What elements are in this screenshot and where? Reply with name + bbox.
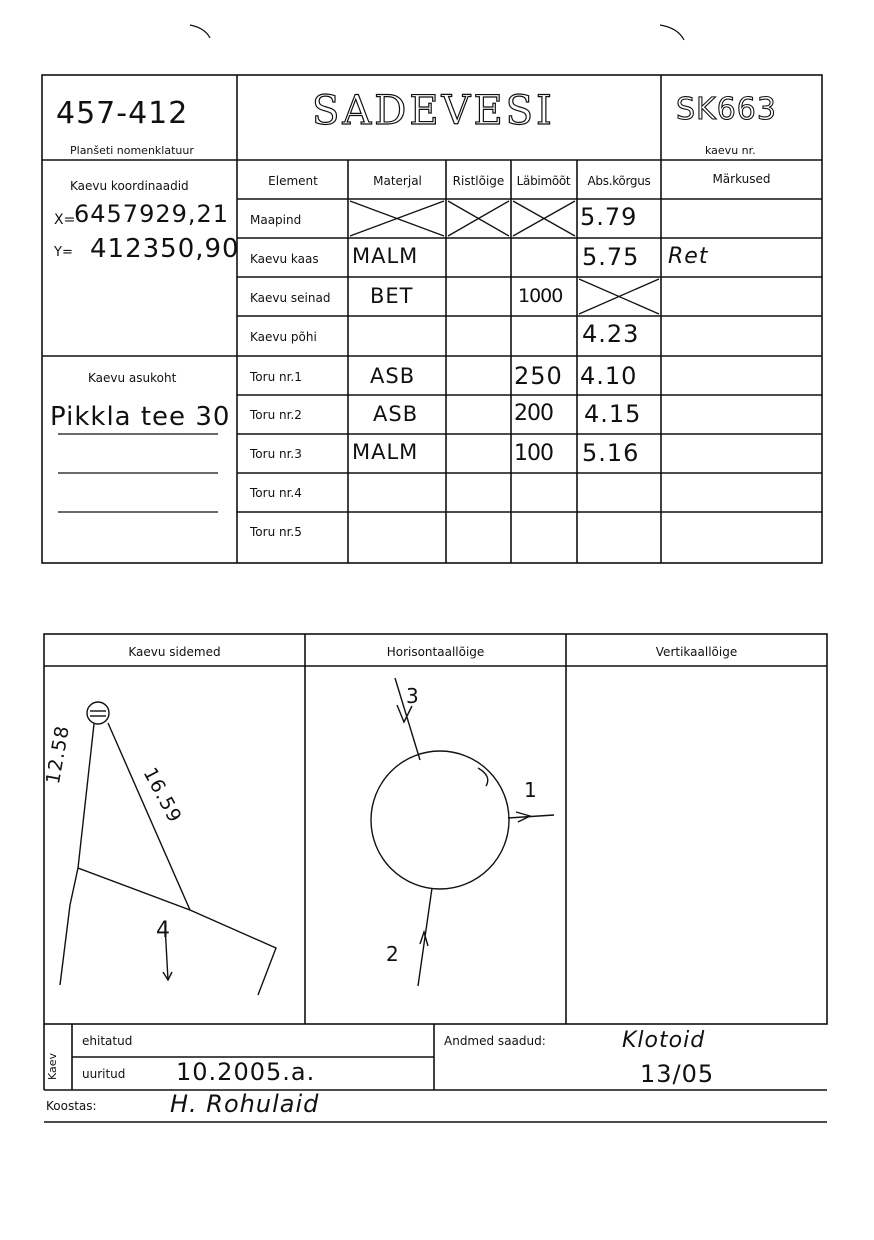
- panel-horizontal-title: Horisontaallõige: [386, 645, 485, 659]
- abs-height-value: 5.79: [580, 203, 638, 231]
- row-element: Kaevu seinad: [250, 291, 331, 305]
- row-element: Toru nr.4: [250, 486, 302, 500]
- notes-value: Ret: [668, 244, 709, 269]
- panel-vertical-title: Vertikaallõige: [655, 645, 738, 659]
- header-element: Element: [268, 174, 318, 188]
- compiler-value: H. Rohulaid: [170, 1090, 320, 1118]
- abs-height-value: 4.10: [580, 362, 638, 390]
- header-abs-height: Abs.kõrgus: [587, 174, 651, 188]
- tie-left-distance: 12.58: [42, 723, 74, 786]
- material-value: ASB: [373, 402, 419, 426]
- material-value: MALM: [352, 244, 419, 268]
- row-element: Kaevu põhi: [250, 330, 317, 344]
- abs-height-value: 5.16: [582, 439, 640, 467]
- surveyed-label: uuritud: [82, 1067, 126, 1081]
- location-label: Kaevu asukoht: [88, 371, 177, 385]
- well-number-label: kaevu nr.: [705, 144, 756, 157]
- row-element: Kaevu kaas: [250, 252, 319, 266]
- material-value: BET: [370, 284, 414, 308]
- x-coordinate: 6457929,21: [74, 200, 230, 228]
- tie-mark: 4: [156, 918, 171, 943]
- tie-right-distance: 16.59: [138, 764, 186, 827]
- row-element: Toru nr.5: [250, 525, 302, 539]
- y-prefix: Y=: [54, 245, 73, 260]
- data-received-date: 13/05: [640, 1060, 715, 1088]
- abs-height-value: 4.15: [584, 400, 642, 428]
- ties-sketch: [60, 702, 276, 995]
- surveyed-value: 10.2005.a.: [176, 1058, 316, 1086]
- abs-height-value: 5.75: [582, 243, 640, 271]
- diameter-value: 200: [514, 401, 553, 426]
- row-element: Toru nr.1: [250, 370, 302, 384]
- material-value: MALM: [352, 440, 419, 464]
- y-coordinate: 412350,90: [90, 234, 240, 264]
- header-diameter: Läbimõõt: [516, 174, 571, 188]
- row-element: Toru nr.3: [250, 447, 302, 461]
- row-element: Toru nr.2: [250, 408, 302, 422]
- material-value: ASB: [370, 364, 416, 388]
- coordinates-label: Kaevu koordinaadid: [70, 179, 189, 193]
- plate-number: 457-412: [56, 96, 189, 131]
- x-prefix: X=: [54, 212, 76, 228]
- horizontal-section-sketch: [371, 678, 554, 986]
- header-notes: Märkused: [712, 172, 771, 186]
- diameter-value: 100: [514, 441, 553, 466]
- abs-height-value: 4.23: [582, 320, 640, 348]
- data-received-value: Klotoid: [622, 1028, 706, 1053]
- row-element: Maapind: [250, 213, 302, 227]
- plate-label: Planšeti nomenklatuur: [70, 144, 194, 157]
- location-value: Pikkla tee 30: [50, 402, 231, 432]
- well-side-label: Kaev: [46, 1052, 59, 1080]
- header-material: Materjal: [373, 174, 422, 188]
- pipe-label-2: 2: [386, 942, 400, 966]
- pipe-label-1: 1: [524, 778, 538, 802]
- diameter-value: 1000: [518, 285, 563, 307]
- page-title: SADEVESI: [312, 88, 555, 134]
- well-number: SK663: [676, 92, 777, 127]
- data-received-label: Andmed saadud:: [444, 1034, 546, 1048]
- diameter-value: 250: [514, 362, 563, 390]
- built-label: ehitatud: [82, 1034, 133, 1048]
- header-cross-section: Ristlõige: [452, 174, 505, 188]
- compiler-label: Koostas:: [46, 1099, 97, 1113]
- panel-ties-title: Kaevu sidemed: [128, 645, 221, 659]
- pipe-label-3: 3: [406, 684, 420, 708]
